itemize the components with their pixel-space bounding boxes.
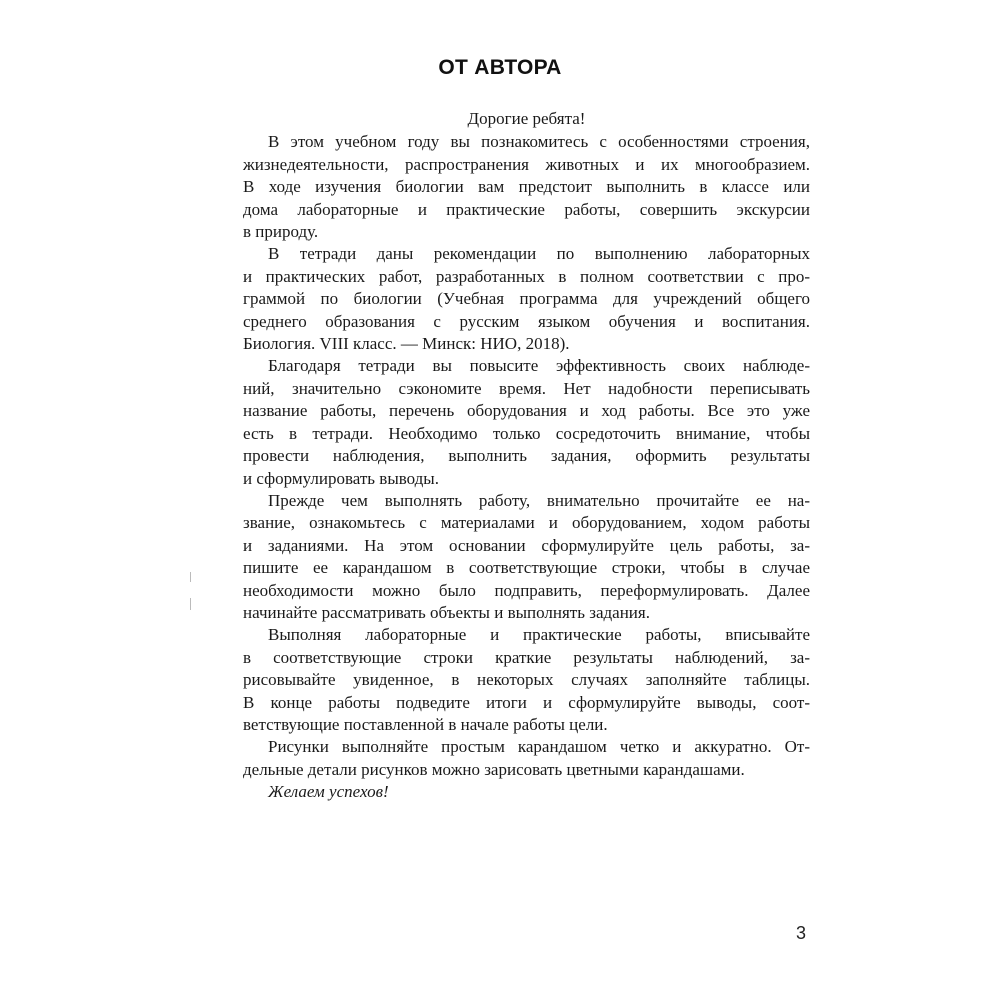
paragraph-5 [243,624,810,736]
paragraph-1-line: жизнедеятельности, распространения животных и их многообразием. [243,154,810,174]
paragraph-2 [243,243,810,355]
paragraph-5-line: Выполняя лабораторные и практические работы, вписывайте [268,625,810,645]
paragraph-1-line: В этом учебном году вы познакомитесь с особенностями строения, [268,132,810,152]
paragraph-5-line: В конце работы подведите итоги и сформулируйте выводы, соот- [243,692,810,712]
paragraph-3-line: ний, значительно сэкономите время. Нет надобности переписывать [243,378,810,398]
margin-mark-2 [190,598,191,610]
paragraph-3 [243,355,810,489]
paragraph-3-line: есть в тетради. Необходимо только сосредоточить внимание, чтобы [243,423,810,443]
paragraph-2-line: В тетради даны рекомендации по выполнению лабораторных [268,244,810,264]
paragraph-6-line: дельные детали рисунков можно зарисовать цветными карандашами. [243,759,745,779]
paragraph-3-line: и сформулировать выводы. [243,468,439,488]
paragraph-3-line: название работы, перечень оборудования и ход работы. Все это уже [243,401,810,421]
paragraph-4-line: необходимости можно было подправить, переформулировать. Далее [243,580,810,600]
page-number: 3 [796,923,807,943]
greeting: Дорогие ребята! [467,109,586,128]
paragraph-2-line: Биология. VIII класс. — Минск: НИО, 2018). [243,334,570,354]
paragraph-3-line: Благодаря тетради вы повысите эффективность своих наблюде- [268,356,810,376]
paragraph-3-line: провести наблюдения, выполнить задания, оформить результаты [243,446,810,466]
paragraph-1-line: в природу. [243,222,319,242]
paragraph-5-line: рисовывайте увиденное, в некоторых случаях заполняйте таблицы. [243,670,810,690]
paragraph-4 [243,490,810,624]
paragraph-2-line: среднего образования с русским языком обучения и воспитания. [243,311,810,331]
page-title: ОТ АВТОРА [438,56,562,79]
paragraph-4-line: Прежде чем выполнять работу, внимательно прочитайте ее на- [268,490,810,510]
paragraph-5-line: ветствующие поставленной в начале работы цели. [243,714,608,734]
paragraph-6-line: Рисунки выполняйте простым карандашом четко и аккуратно. От- [268,737,810,757]
paragraph-1-line: дома лабораторные и практические работы, совершить экскурсии [243,199,810,219]
paragraph-4-line: звание, ознакомьтесь с материалами и оборудованием, ходом работы [243,513,810,533]
closing-wish: Желаем успехов! [268,782,389,802]
paragraph-6 [243,736,810,781]
paragraph-1 [243,131,810,243]
paragraph-2-line: и практических работ, разработанных в полном соответствии с про- [243,266,810,286]
paragraph-4-line: пишите ее карандашом в соответствующие строки, чтобы в случае [243,558,810,578]
paragraph-2-line: граммой по биологии (Учебная программа для учреждений общего [243,289,810,309]
margin-mark-1 [190,572,191,582]
paragraph-4-line: и заданиями. На этом основании сформулируйте цель работы, за- [243,535,810,555]
paragraph-4-line: начинайте рассматривать объекты и выполнять задания. [243,602,650,622]
paragraph-1-line: В ходе изучения биологии вам предстоит выполнить в классе или [243,177,810,197]
document-body [243,108,810,804]
paragraph-5-line: в соответствующие строки краткие результаты наблюдений, за- [243,647,810,667]
